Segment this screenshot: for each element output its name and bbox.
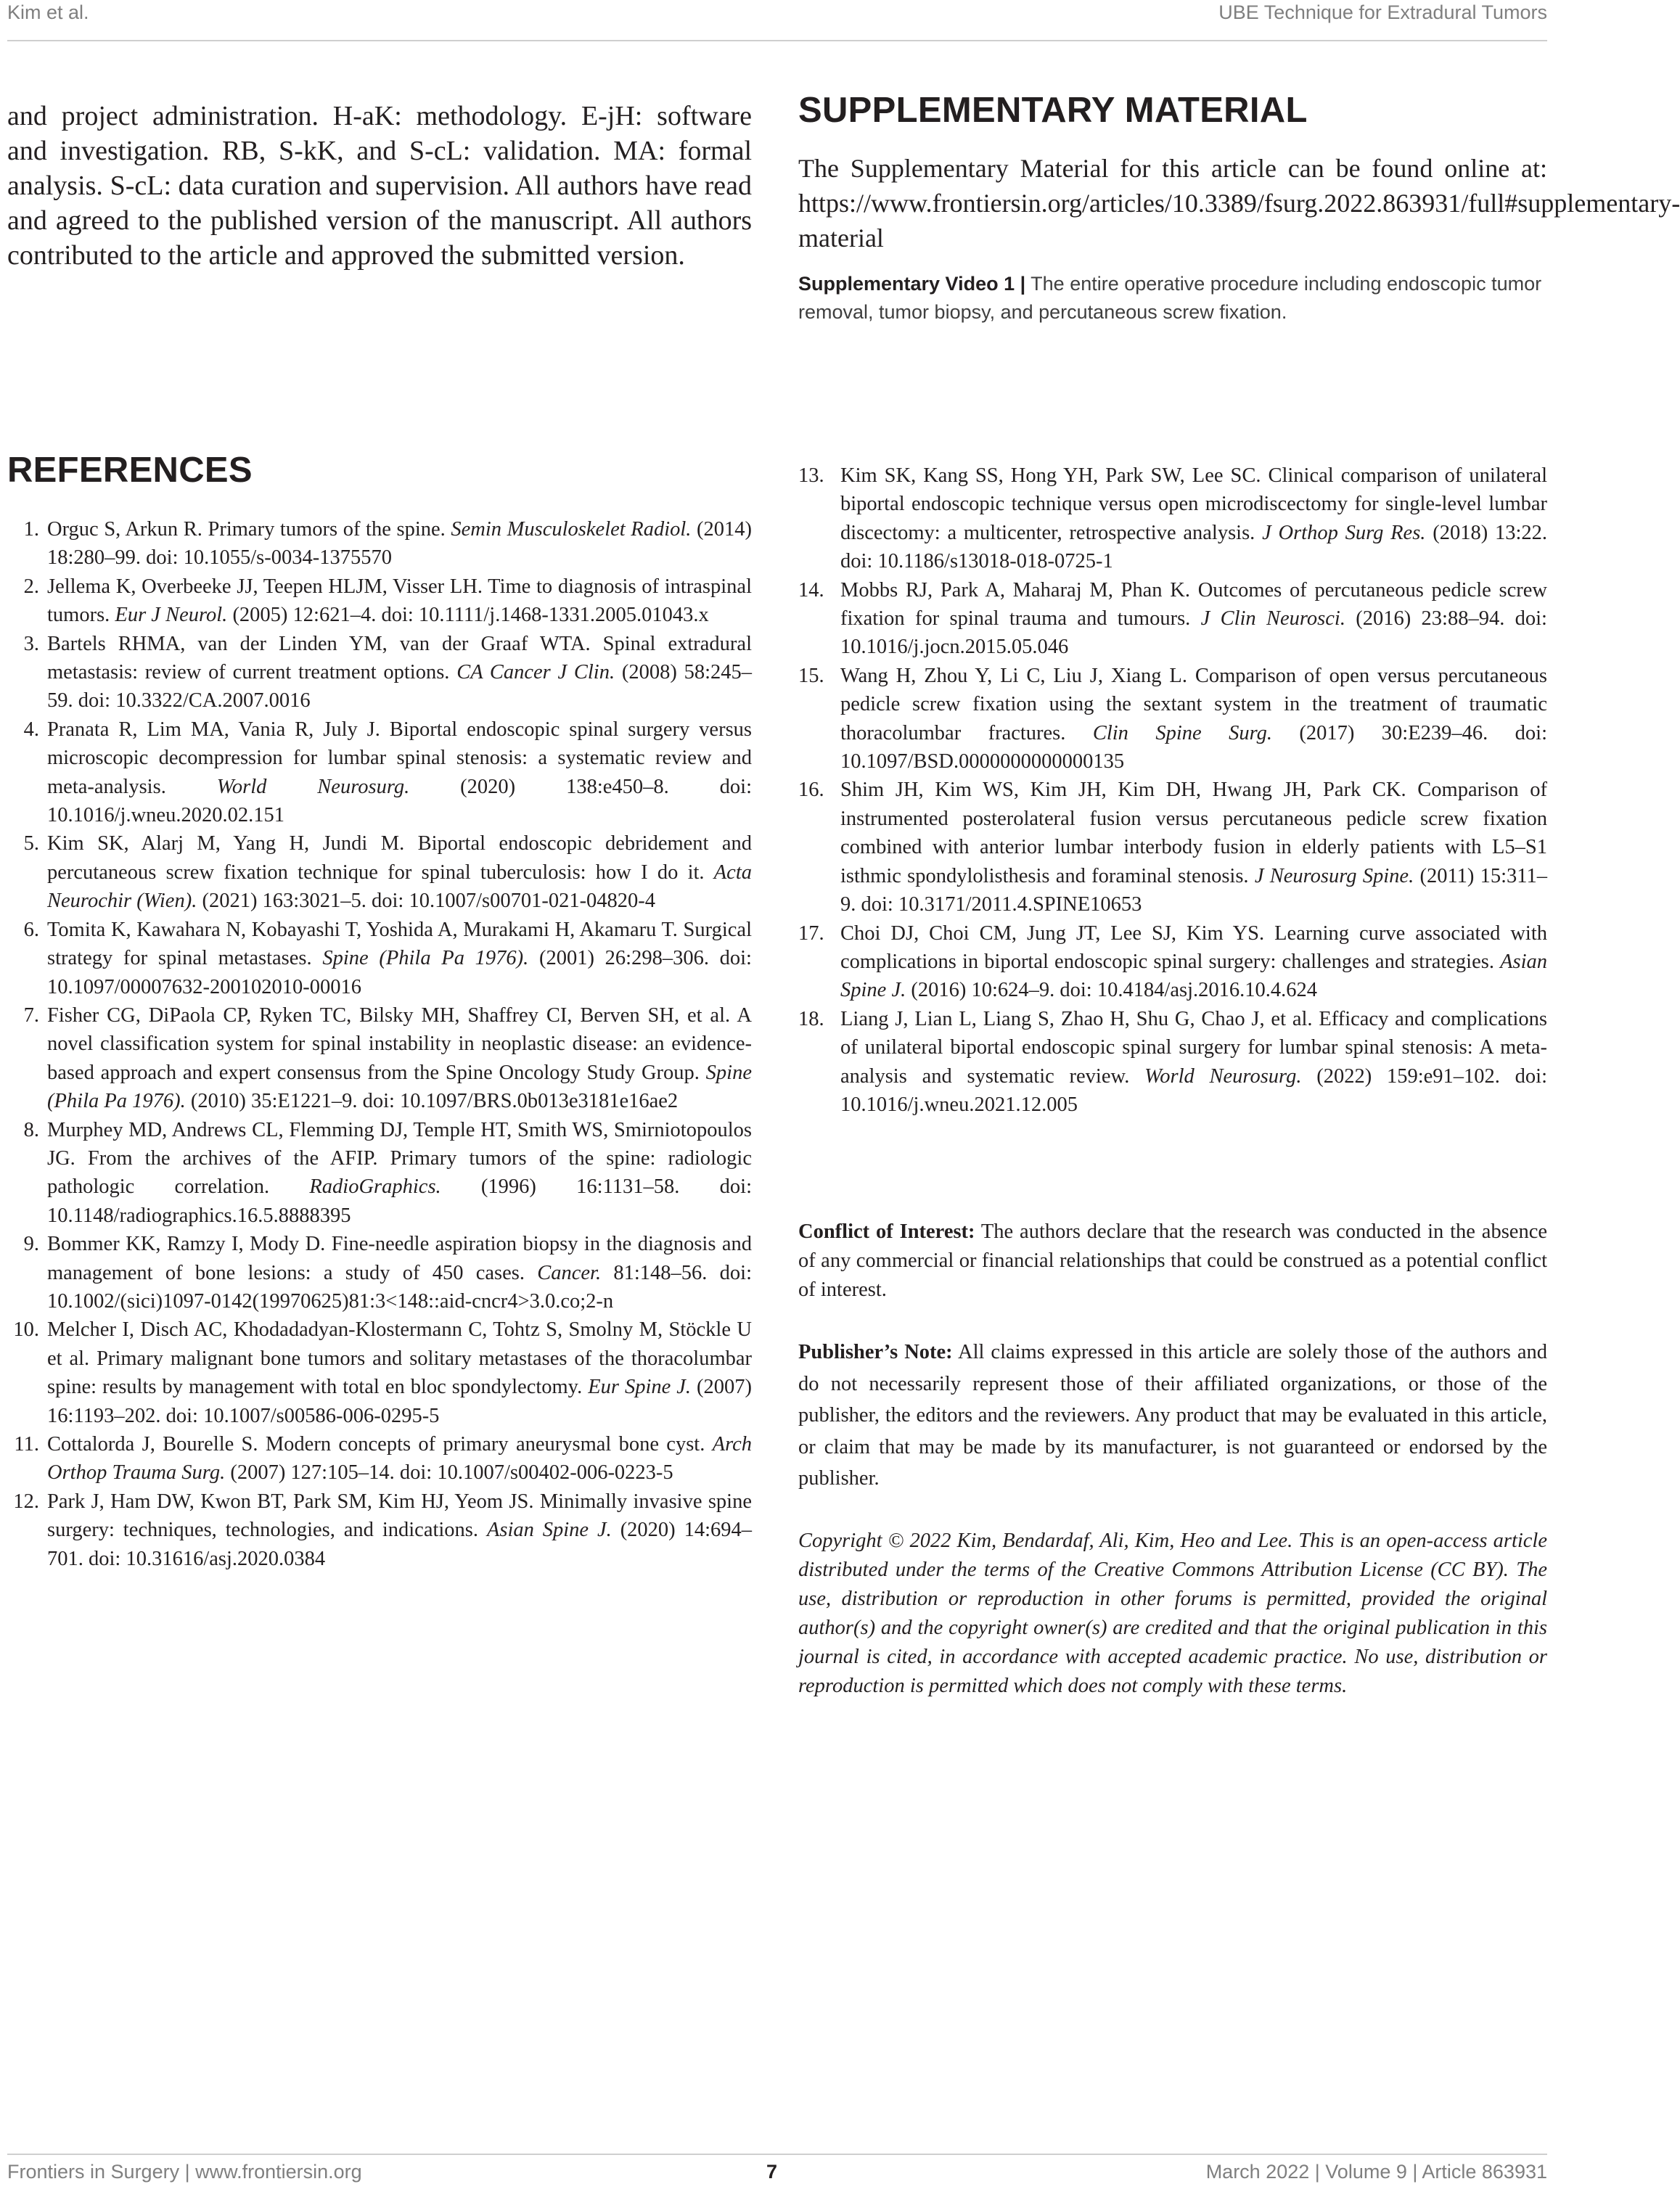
reference-number: 7.	[23, 1003, 39, 1027]
reference-details: (2007) 127:105–14. doi: 10.1007/s00402-006-0223-5	[225, 1461, 673, 1485]
reference-journal: RadioGraphics.	[309, 1175, 441, 1199]
reference-details: (2010) 35:E1221–9. doi: 10.1097/BRS.0b013e3181e16ae2	[185, 1090, 679, 1113]
supplementary-video-description: The entire operative procedure including endoscopic tumor removal, tumor biopsy, and percutaneous screw fixation.	[798, 273, 1542, 323]
reference-details: (2020) 14:694–701. doi: 10.31616/asj.2020.0384	[47, 1519, 753, 1570]
reference-number: 6.	[23, 918, 39, 941]
reference-item	[798, 919, 1547, 1005]
running-footer	[0, 2161, 1570, 2190]
reference-journal: Eur J Neurol.	[115, 604, 228, 627]
conflict-label: Conflict of Interest:	[798, 1220, 975, 1243]
references-heading-wrap	[7, 450, 253, 490]
reference-number: 18.	[798, 1007, 824, 1030]
publishers-note-text: All claims expressed in this article are solely those of the authors and do not necessarily represent those of their affiliated organizations, or those of the publisher, the editors and the reviewers. Any product that may be evaluated in this article, or claim that may be made by its manufacturer, is not guaranteed or endorsed by the publisher.	[798, 1341, 1547, 1490]
reference-journal: World Neurosurg.	[1144, 1064, 1302, 1088]
reference-journal: Asian Spine J.	[840, 950, 1547, 1002]
contributions-line: validation. MA: formal analysis. S-cL: data curation	[7, 136, 753, 201]
reference-citation: Kim SK, Kang SS, Hong YH, Park SW, Lee SC. Clinical comparison of unilateral biportal endoscopic technique versus open microdiscectomy for single-level lumbar discectomy: a multicenter, retrospective analysis.	[840, 464, 1547, 544]
reference-item	[7, 916, 752, 1001]
reference-item	[798, 662, 1547, 776]
reference-number: 3.	[23, 632, 39, 655]
reference-details: (2017) 30:E239–46. doi: 10.1097/BSD.0000000000000135	[840, 721, 1547, 773]
running-header	[0, 0, 1570, 36]
reference-item	[7, 829, 752, 915]
copyright-notice: Copyright © 2022 Kim, Bendardaf, Ali, Kim, Heo and Lee. This is an open-access article distributed under the terms of the Creative Commons Attribution License (CC BY). The use, distribution or reproduction in other forums is permitted, provided the original author(s) and the copyright owner(s) are credited and that the original publication in this journal is cited, in accordance with accepted academic practice. No use, distribution or reproduction is permitted which does not comply with these terms.	[798, 1529, 1547, 1697]
reference-number: 10.	[13, 1318, 39, 1342]
header-authors: Kim et al.	[7, 1, 89, 23]
reference-citation: Bommer KK, Ramzy I, Mody D. Fine-needle aspiration biopsy in the diagnosis and management of bone lesions: a study of 450 cases.	[47, 1233, 752, 1284]
supplementary-heading: SUPPLEMENTARY MATERIAL	[798, 91, 1308, 130]
reference-journal: J Orthop Surg Res.	[1262, 521, 1426, 544]
reference-journal: Cancer.	[537, 1261, 602, 1284]
footer-journal: Frontiers in Surgery | www.frontiersin.org	[7, 2161, 362, 2183]
reference-details: (2011) 15:311–9. doi: 10.3171/2011.4.SPINE10653	[840, 864, 1547, 916]
reference-journal: CA Cancer J Clin.	[456, 661, 615, 684]
reference-item	[7, 1001, 752, 1116]
footer-divider	[7, 2154, 1547, 2155]
reference-journal: Asian Spine J.	[486, 1519, 612, 1542]
reference-item	[7, 1487, 752, 1573]
publishers-note-label: Publisher’s Note:	[798, 1341, 953, 1363]
reference-details: (2005) 12:621–4. doi: 10.1111/j.1468-1331.2005.01043.x	[227, 604, 709, 627]
reference-citation: Cottalorda J, Bourelle S. Modern concepts of primary aneurysmal bone cyst.	[47, 1433, 713, 1456]
reference-item	[7, 572, 752, 630]
contributions-line: to the published version of the manuscript. All	[138, 205, 663, 236]
reference-number: 13.	[798, 464, 824, 487]
reference-item	[7, 630, 752, 715]
reference-citation: Kim SK, Alarj M, Yang H, Jundi M. Biportal endoscopic debridement and percutaneous screw fixation technique for spinal tuberculosis: how I do it.	[47, 832, 752, 884]
reference-citation: Jellema K, Overbeeke JJ, Teepen HLJM, Visser LH. Time to diagnosis of intraspinal tumors.	[47, 575, 752, 627]
reference-details: (2021) 163:3021–5. doi: 10.1007/s00701-021-04820-4	[197, 890, 656, 913]
reference-journal: Semin Musculoskelet Radiol.	[451, 518, 692, 541]
reference-citation: Melcher I, Disch AC, Khodadadyan-Klostermann C, Tohtz S, Smolny M, Stöckle U et al. Primary malignant bone tumors and solitary metastases of the thoracolumbar spine: results by management with total en bloc spondylectomy.	[47, 1318, 752, 1399]
publishers-note	[798, 1337, 1547, 1495]
reference-number: 1.	[23, 518, 39, 541]
contributions-line: E-jH: software and investigation. RB, S-kK, and S-cL:	[7, 101, 752, 166]
reference-number: 8.	[23, 1118, 39, 1141]
reference-item	[798, 576, 1547, 662]
reference-item	[7, 1315, 752, 1430]
reference-number: 15.	[798, 664, 824, 687]
contributions-line: authors contributed to the article and approved the	[7, 205, 753, 271]
reference-citation: Tomita K, Kawahara N, Kobayashi T, Yoshida A, Murakami H, Akamaru T. Surgical strategy for spinal metastases.	[47, 918, 752, 970]
reference-citation: Choi DJ, Choi CM, Jung JT, Lee SJ, Kim YS. Learning curve associated with complications in biportal endoscopic spinal surgery: challenges and strategies.	[840, 921, 1547, 973]
reference-item	[7, 515, 752, 572]
reference-citation: Park J, Ham DW, Kwon BT, Park SM, Kim HJ, Yeom JS. Minimally invasive spine surgery: techniques, technologies, and indications.	[47, 1490, 752, 1542]
contributions-text	[7, 99, 752, 273]
reference-number: 17.	[798, 921, 824, 945]
conflict-text: The authors declare that the research was conducted in the absence of any commercial or financial relationships that could be construed as a potential conflict of interest.	[798, 1220, 1547, 1301]
reference-journal: J Clin Neurosci.	[1200, 607, 1345, 631]
contributions-line: submitted version.	[481, 240, 685, 271]
reference-details: (2008) 58:245–59. doi: 10.3322/CA.2007.0016	[47, 661, 752, 713]
supplementary-section	[798, 90, 1680, 327]
reference-number: 14.	[798, 578, 824, 602]
reference-number: 5.	[23, 832, 39, 855]
reference-item	[7, 1230, 752, 1315]
reference-citation: Wang H, Zhou Y, Li C, Liu J, Xiang L. Comparison of open versus percutaneous pedicle screw fixation using the sextant system in the treatment of traumatic thoracolumbar fractures.	[840, 664, 1547, 744]
reference-citation: Orguc S, Arkun R. Primary tumors of the spine.	[47, 518, 451, 541]
reference-journal: J Neurosurg Spine.	[1254, 864, 1414, 887]
reference-number: 11.	[14, 1433, 39, 1456]
contributions-line: and project administration. H-aK: methodology.	[7, 101, 567, 131]
reference-item	[7, 715, 752, 830]
contributions-line: and supervision. All authors have read and agreed	[7, 171, 753, 236]
reference-item	[7, 1116, 752, 1231]
references-list-right	[798, 461, 1547, 1119]
supplementary-video-caption	[798, 270, 1547, 327]
reference-citation: Shim JH, Kim WS, Kim JH, Kim DH, Hwang JH, Park CK. Comparison of instrumented posterolateral fusion versus percutaneous pedicle screw fixation combined with anterior lumbar interbody fusion in elderly patients with L5–S1 isthmic spondylolisthesis and foraminal stenosis.	[840, 779, 1547, 887]
footer-issue-info: March 2022 | Volume 9 | Article 863931	[1205, 2161, 1547, 2183]
reference-citation: Murphey MD, Andrews CL, Flemming DJ, Temple HT, Smith WS, Smirniotopoulos JG. From the archives of the AFIP. Primary tumors of the spine: radiologic pathologic correlation.	[47, 1118, 752, 1199]
reference-details: (2018) 13:22. doi: 10.1186/s13018-018-0725-1	[840, 521, 1547, 573]
reference-number: 4.	[23, 718, 39, 741]
reference-details: (2016) 10:624–9. doi: 10.4184/asj.2016.10.4.624	[906, 979, 1318, 1002]
reference-journal: Eur Spine J.	[588, 1376, 692, 1399]
reference-item	[7, 1430, 752, 1487]
reference-item	[798, 776, 1547, 919]
reference-item	[798, 461, 1547, 576]
reference-details: (2001) 26:298–306. doi: 10.1097/00007632-200102010-00016	[47, 947, 752, 998]
header-short-title: UBE Technique for Extradural Tumors	[1218, 1, 1547, 23]
references-list-left	[7, 515, 752, 1573]
reference-citation: Pranata R, Lim MA, Vania R, July J. Biportal endoscopic spinal surgery versus microscopic decompression for lumbar spinal stenosis: a systematic review and meta-analysis.	[47, 718, 752, 798]
reference-journal: Acta Neurochir (Wien).	[47, 861, 752, 913]
reference-details: (2022) 159:e91–102. doi: 10.1016/j.wneu.2021.12.005	[840, 1064, 1548, 1116]
reference-details: (2007) 16:1193–202. doi: 10.1007/s00586-006-0295-5	[47, 1376, 753, 1427]
author-contributions	[7, 99, 752, 273]
reference-citation: Fisher CG, DiPaola CP, Ryken TC, Bilsky MH, Shaffrey CI, Berven SH, et al. A novel classification system for spinal instability in neoplastic disease: an evidence-based approach and expert consensus from the Spine Oncology Study Group.	[47, 1003, 752, 1084]
reference-details: (2020) 138:e450–8. doi: 10.1016/j.wneu.2020.02.151	[47, 775, 753, 827]
reference-journal: World Neurosurg.	[216, 775, 410, 798]
reference-number: 12.	[13, 1490, 39, 1513]
reference-citation: Liang J, Lian L, Liang S, Zhao H, Shu G, Chao J, et al. Efficacy and complications of unilateral biportal endoscopic spinal surgery for lumbar spinal stenosis: A meta-analysis and systematic review.	[840, 1007, 1547, 1088]
reference-citation: Mobbs RJ, Park A, Maharaj M, Phan K. Outcomes of percutaneous pedicle screw fixation for spinal trauma and tumours.	[840, 578, 1547, 631]
supplementary-video-label: Supplementary Video 1 |	[798, 273, 1026, 295]
reference-journal: Spine (Phila Pa 1976).	[47, 1061, 752, 1113]
reference-number: 2.	[23, 575, 39, 598]
reference-details: (1996) 16:1131–58. doi: 10.1148/radiographics.16.5.8888395	[47, 1175, 752, 1227]
reference-journal: Spine (Phila Pa 1976).	[322, 947, 529, 970]
references-heading: REFERENCES	[7, 451, 253, 490]
reference-journal: Clin Spine Surg.	[1092, 721, 1272, 744]
reference-citation: Bartels RHMA, van der Linden YM, van der Graaf WTA. Spinal extradural metastasis: review of current treatment options.	[47, 632, 752, 684]
reference-journal: Arch Orthop Trauma Surg.	[47, 1433, 752, 1485]
reference-details: (2016) 23:88–94. doi: 10.1016/j.jocn.2015.05.046	[840, 607, 1547, 659]
reference-item	[798, 1005, 1547, 1120]
conflict-of-interest	[798, 1218, 1547, 1305]
notes-block	[798, 1218, 1547, 1701]
page-number: 7	[766, 2161, 778, 2183]
reference-number: 16.	[798, 779, 824, 802]
header-divider	[7, 40, 1547, 41]
supplementary-text: The Supplementary Material for this article can be found online at: https://www.frontiersin.org/articles/10.3389/fsurg.2022.863931/full#supplementary-material	[798, 154, 1680, 253]
reference-number: 9.	[23, 1233, 39, 1256]
reference-details: (2014) 18:280–99. doi: 10.1055/s-0034-1375570	[47, 518, 752, 570]
reference-details: 81:148–56. doi: 10.1002/(sici)1097-0142(19970625)81:3<148::aid-cncr4>3.0.co;2-n	[47, 1261, 752, 1313]
